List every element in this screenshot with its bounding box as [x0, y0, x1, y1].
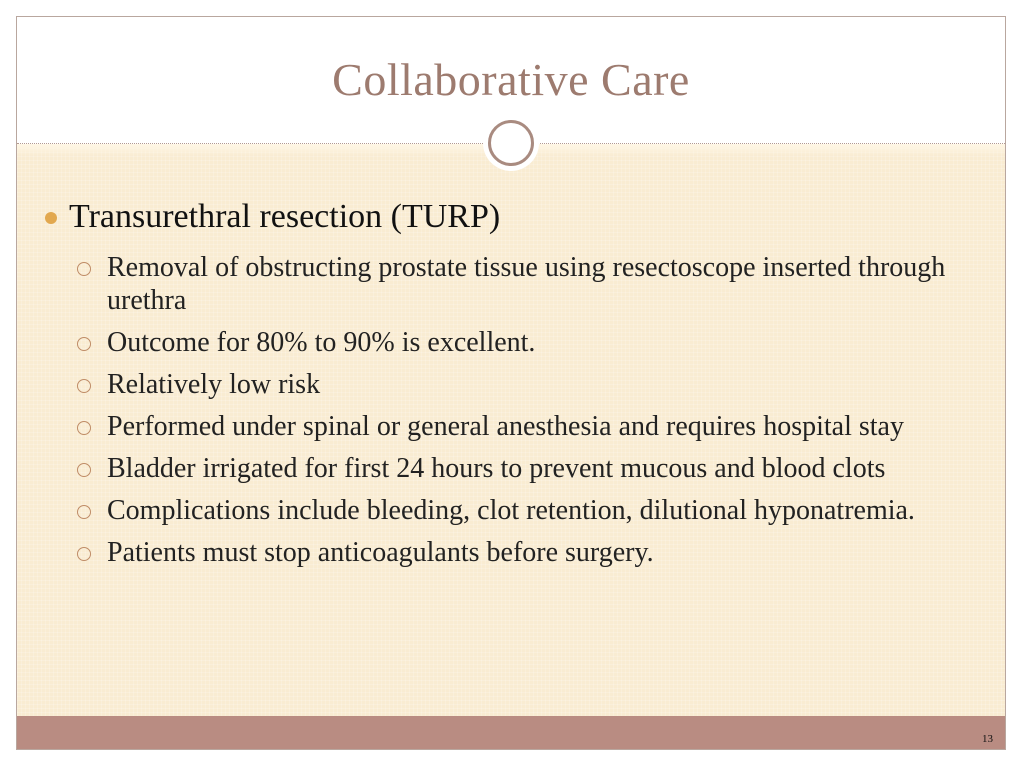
sub-bullet-item: [77, 452, 957, 485]
filled-circle-icon: [45, 212, 57, 224]
hollow-circle-icon: [77, 379, 91, 393]
page-number: 13: [982, 733, 993, 745]
slide-frame: [16, 16, 1006, 750]
hollow-circle-icon: [77, 421, 91, 435]
hollow-circle-icon: [77, 337, 91, 351]
content-area: [17, 144, 1005, 716]
sub-bullet-item: [77, 251, 957, 317]
sub-bullet-text: Relatively low risk: [107, 369, 321, 400]
sub-bullet-text: Complications include bleeding, clot retention, dilutional hyponatremia.: [107, 495, 915, 526]
sub-bullet-text: Bladder irrigated for first 24 hours to prevent mucous and blood clots: [107, 453, 886, 484]
sub-bullet-item: [77, 494, 957, 527]
sub-bullet-list: [77, 251, 957, 578]
sub-bullet-text: Removal of obstructing prostate tissue using resectoscope inserted through urethra: [107, 252, 946, 316]
hollow-circle-icon: [77, 505, 91, 519]
sub-bullet-item: [77, 368, 957, 401]
hollow-circle-icon: [77, 262, 91, 276]
sub-bullet-item: [77, 536, 957, 569]
decorative-circle-inner-icon: [488, 120, 534, 166]
footer-bar: [17, 716, 1005, 749]
sub-bullet-item: [77, 410, 957, 443]
main-bullet-text: Transurethral resection (TURP): [69, 198, 501, 235]
sub-bullet-text: Outcome for 80% to 90% is excellent.: [107, 327, 536, 358]
main-bullet: [45, 197, 500, 237]
hollow-circle-icon: [77, 463, 91, 477]
decorative-circle-icon: [483, 115, 539, 171]
sub-bullet-text: Performed under spinal or general anesthesia and requires hospital stay: [107, 411, 904, 442]
slide-title: Collaborative Care: [332, 54, 690, 105]
hollow-circle-icon: [77, 547, 91, 561]
sub-bullet-text: Patients must stop anticoagulants before surgery.: [107, 537, 654, 568]
sub-bullet-item: [77, 326, 957, 359]
